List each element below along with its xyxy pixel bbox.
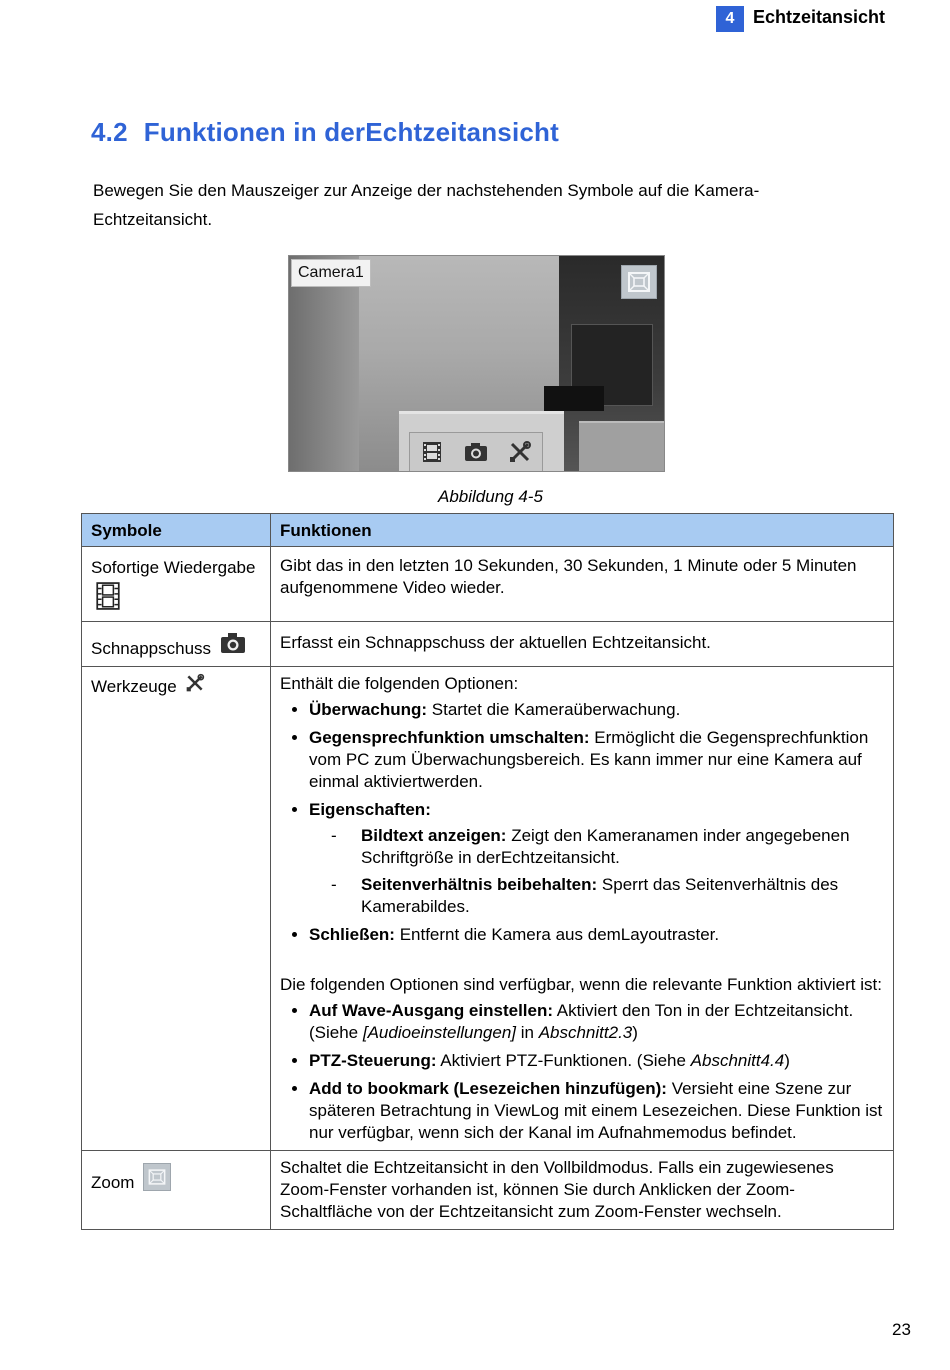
options-intro: Enthält die folgenden Optionen: bbox=[280, 674, 519, 693]
list-item bbox=[331, 825, 884, 869]
tools-button[interactable] bbox=[498, 433, 542, 471]
tools-icon bbox=[185, 673, 205, 693]
function-text: Schaltet die Echtzeitansicht in den Vollbildmodus. Falls ein zugewiesenes Zoom-Fenster vorhanden ist, können Sie durch Anklicken der Zoom-Schaltfläche von der Echtzeitansicht zum Zoom-Fenster wechseln. bbox=[280, 1158, 834, 1221]
list-item bbox=[309, 1050, 884, 1072]
option-label: Überwachung: bbox=[309, 700, 428, 719]
symbol-cell bbox=[82, 547, 271, 622]
header-functions: Funktionen bbox=[271, 514, 894, 547]
option-text: ) bbox=[784, 1051, 790, 1070]
snapshot-button[interactable] bbox=[454, 433, 498, 471]
table-header-row bbox=[82, 514, 894, 547]
option-label: Gegensprechfunktion umschalten: bbox=[309, 728, 590, 747]
option-text: Versieht eine Szene zur späteren Betrachtung in ViewLog mit einem Lesezeichen. Diese Funktion ist nur verfügbar, wenn sich der Kanal im Aufnahmemodus befindet. bbox=[309, 1079, 883, 1142]
figure-caption: Abbildung 4-5 bbox=[438, 487, 543, 506]
symbol-cell bbox=[82, 622, 271, 667]
option-reference: Abschnitt2.3 bbox=[538, 1023, 633, 1042]
chapter-number-badge: 4 bbox=[716, 6, 744, 32]
conditional-options-list bbox=[280, 1000, 884, 1144]
scene-cabinet bbox=[579, 421, 664, 472]
header-symbols: Symbole bbox=[82, 514, 271, 547]
option-label: Bildtext anzeigen: bbox=[361, 826, 507, 845]
list-item bbox=[331, 874, 884, 918]
option-label: Seitenverhältnis beibehalten: bbox=[361, 875, 598, 894]
film-icon bbox=[95, 582, 121, 610]
camera-icon bbox=[463, 441, 489, 463]
zoom-icon bbox=[144, 1164, 170, 1190]
option-text: Zeigt den Kameranamen inder angegebenen Schriftgröße in derEchtzeitansicht. bbox=[361, 826, 850, 867]
option-text: in bbox=[516, 1023, 539, 1042]
section-number: 4.2 bbox=[91, 117, 128, 147]
option-label: Add to bookmark (Lesezeichen hinzufügen): bbox=[309, 1079, 667, 1098]
list-item bbox=[309, 699, 884, 721]
option-text: Aktiviert den Ton in der Echtzeitansicht. (Siehe bbox=[309, 1001, 854, 1042]
list-item bbox=[309, 799, 884, 918]
symbol-cell bbox=[82, 1151, 271, 1230]
table-row bbox=[82, 667, 894, 1151]
option-text: Ermöglicht die Gegensprechfunktion vom PC zum Überwachungsbereich. Es kann immer nur eine Kamera auf einmal aktiviertwerden. bbox=[309, 728, 869, 791]
symbol-cell bbox=[82, 667, 271, 1151]
zoom-button[interactable] bbox=[621, 265, 657, 299]
camera-icon bbox=[220, 632, 246, 654]
section-title bbox=[91, 117, 559, 148]
option-label: Schließen: bbox=[309, 925, 395, 944]
list-item bbox=[309, 924, 884, 946]
symbol-label: Zoom bbox=[91, 1173, 135, 1192]
option-text: Aktiviert PTZ-Funktionen. (Siehe bbox=[436, 1051, 691, 1070]
intro-paragraph: Bewegen Sie den Mauszeiger zur Anzeige der nachstehenden Symbole auf die Kamera-Echtzeitansicht. bbox=[93, 181, 760, 229]
option-label: Auf Wave-Ausgang einstellen: bbox=[309, 1001, 554, 1020]
list-item bbox=[309, 727, 884, 793]
scene-wall bbox=[289, 256, 359, 471]
table-row bbox=[82, 547, 894, 622]
table-row bbox=[82, 1151, 894, 1230]
option-label: PTZ-Steuerung: bbox=[309, 1051, 437, 1070]
conditional-options-intro: Die folgenden Optionen sind verfügbar, wenn die relevante Funktion aktiviert ist: bbox=[280, 975, 882, 994]
list-item bbox=[309, 1078, 884, 1144]
tools-icon bbox=[508, 440, 532, 464]
function-cell bbox=[271, 667, 894, 1151]
properties-sublist bbox=[309, 825, 884, 918]
option-reference: Abschnitt4.4 bbox=[690, 1051, 785, 1070]
camera-live-view[interactable] bbox=[288, 255, 665, 472]
function-text: Gibt das in den letzten 10 Sekunden, 30 Sekunden, 1 Minute oder 5 Minuten aufgenommene Video wieder. bbox=[280, 556, 857, 597]
scene-monitors bbox=[544, 386, 604, 411]
page-number: 23 bbox=[892, 1320, 911, 1339]
camera-name-label: Camera1 bbox=[291, 259, 371, 287]
option-text: Entfernt die Kamera aus demLayoutraster. bbox=[394, 925, 720, 944]
camera-toolbar bbox=[409, 432, 543, 472]
option-label: Eigenschaften: bbox=[309, 800, 431, 819]
functions-table bbox=[81, 513, 894, 1230]
option-text: ) bbox=[632, 1023, 638, 1042]
section-title-text: Funktionen in derEchtzeitansicht bbox=[143, 117, 559, 147]
function-cell bbox=[271, 1151, 894, 1230]
zoom-icon bbox=[622, 266, 656, 298]
symbol-label: Schnappschuss bbox=[91, 639, 212, 658]
playback-button[interactable] bbox=[410, 433, 454, 471]
options-list bbox=[280, 699, 884, 946]
table-row bbox=[82, 622, 894, 667]
function-text: Erfasst ein Schnappschuss der aktuellen Echtzeitansicht. bbox=[280, 633, 711, 652]
function-cell bbox=[271, 547, 894, 622]
symbol-label: Werkzeuge bbox=[91, 677, 177, 696]
option-text: Sperrt das Seitenverhältnis des Kamerabildes. bbox=[361, 875, 839, 916]
symbol-label: Sofortige Wiedergabe bbox=[91, 558, 256, 577]
chapter-title: Echtzeitansicht bbox=[753, 7, 886, 27]
option-text: Startet die Kameraüberwachung. bbox=[427, 700, 681, 719]
film-icon bbox=[420, 440, 444, 464]
function-cell bbox=[271, 622, 894, 667]
option-reference: [Audioeinstellungen] bbox=[362, 1023, 516, 1042]
list-item bbox=[309, 1000, 884, 1044]
zoom-button-icon-frame bbox=[143, 1163, 171, 1191]
